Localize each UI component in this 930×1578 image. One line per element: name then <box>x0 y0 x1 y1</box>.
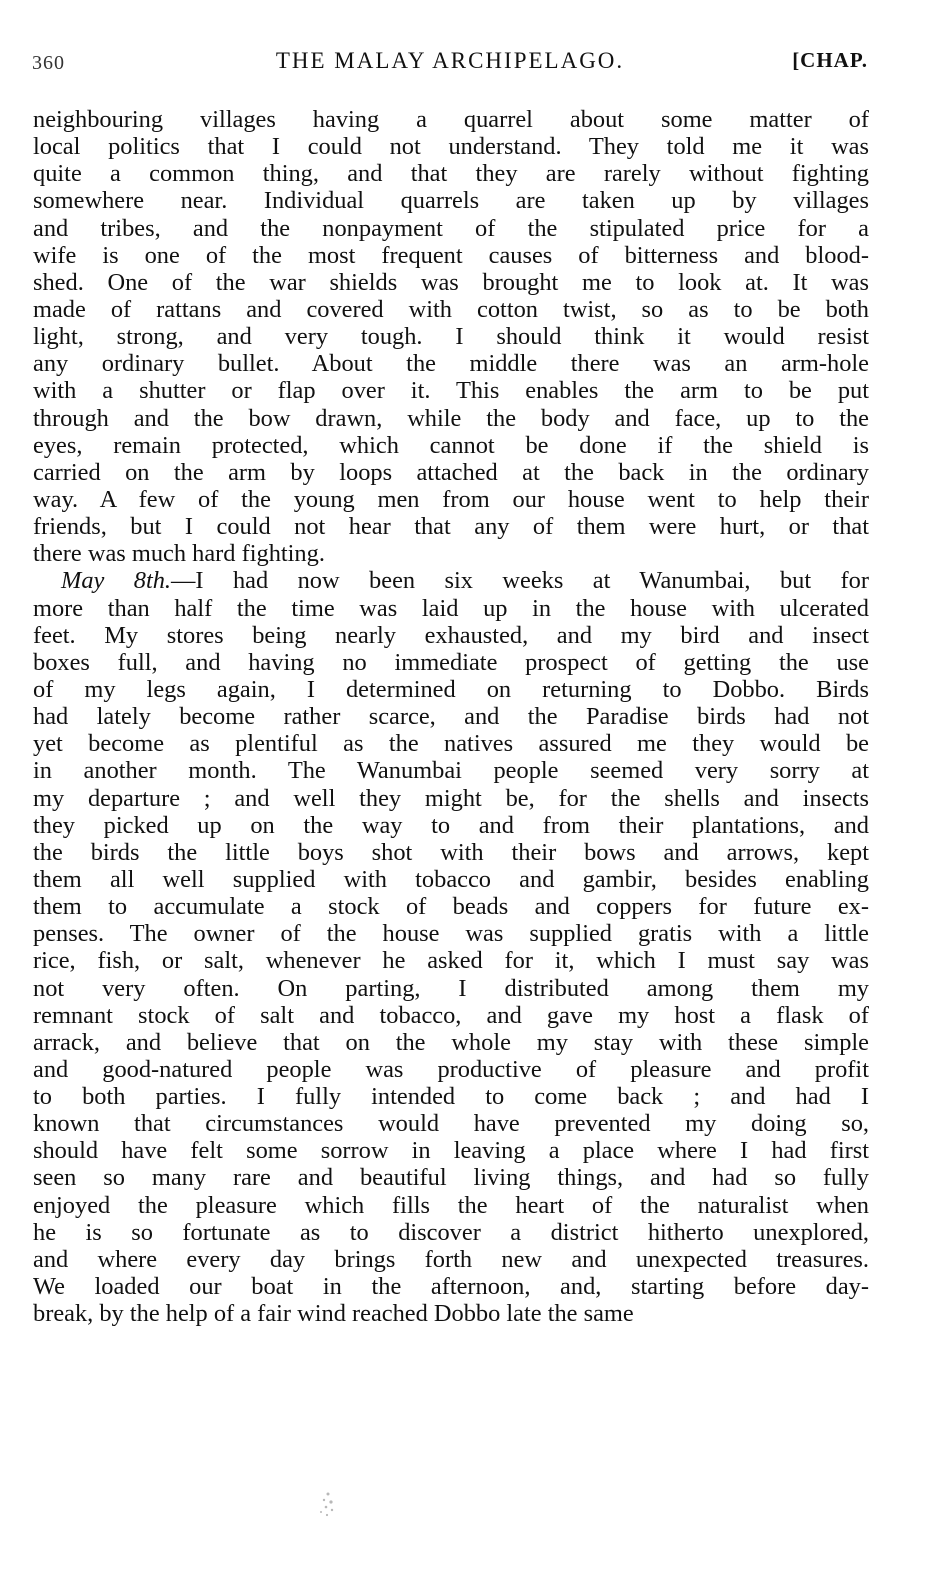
text-line: enjoyed the pleasure which fills the heart of the naturalist when <box>33 1191 869 1219</box>
text-line: We loaded our boat in the afternoon, and, starting before day- <box>33 1273 869 1301</box>
text-line: and good-natured people was productive of pleasure and profit <box>33 1055 869 1083</box>
text-line: known that circumstances would have prevented my doing so, <box>33 1110 869 1138</box>
text-line: carried on the arm by loops attached at the back in the ordinary <box>33 458 869 486</box>
chapter-mark: [CHAP. <box>792 48 868 72</box>
text-line: remnant stock of salt and tobacco, and gave my host a flask of <box>33 1001 869 1029</box>
date-line-text: —I had now been six weeks at Wanumbai, but for <box>171 567 869 595</box>
text-line: they picked up on the way to and from their plantations, and <box>33 811 869 839</box>
text-line: break, by the help of a fair wind reached Dobbo late the same <box>33 1300 634 1328</box>
text-line: any ordinary bullet. About the middle there was an arm-hole <box>33 350 869 378</box>
page-number: 360 <box>32 52 65 74</box>
text-line: yet become as plentiful as the natives assured me they would be <box>33 730 869 758</box>
text-line: in another month. The Wanumbai people seemed very sorry at <box>33 757 869 785</box>
text-line: the birds the little boys shot with their bows and arrows, kept <box>33 838 869 866</box>
text-line: he is so fortunate as to discover a district hitherto unexplored, <box>33 1218 869 1246</box>
text-line: to both parties. I fully intended to come back ; and had I <box>33 1083 869 1111</box>
dated-paragraph-first-line <box>33 567 869 594</box>
text-line: made of rattans and covered with cotton twist, so as to be both <box>33 295 869 323</box>
text-line: there was much hard fighting. <box>33 540 325 568</box>
text-line: neighbouring villages having a quarrel about some matter of <box>33 106 869 133</box>
body-text <box>33 106 869 1327</box>
text-line: with a shutter or flap over it. This enables the arm to be put <box>33 377 869 405</box>
text-line: should have felt some sorrow in leaving a place where I had first <box>33 1137 869 1165</box>
text-line: and where every day brings forth new and unexpected treasures. <box>33 1245 869 1273</box>
text-line: quite a common thing, and that they are rarely without fighting <box>33 160 869 188</box>
text-line: had lately become rather scarce, and the Paradise birds had not <box>33 703 869 731</box>
text-line: eyes, remain protected, which cannot be done if the shield is <box>33 431 869 459</box>
text-line: boxes full, and having no immediate prospect of getting the use <box>33 648 869 676</box>
date-label: May 8th. <box>61 567 172 595</box>
text-line: not very often. On parting, I distributed among them my <box>33 974 869 1002</box>
text-line: wife is one of the most frequent causes of bitterness and blood- <box>33 241 869 269</box>
text-line: more than half the time was laid up in the house with ulcerated <box>33 594 869 622</box>
text-line: and tribes, and the nonpayment of the stipulated price for a <box>33 214 869 242</box>
text-line: somewhere near. Individual quarrels are taken up by villages <box>33 187 869 215</box>
text-line: light, strong, and very tough. I should think it would resist <box>33 323 869 351</box>
text-line: feet. My stores being nearly exhausted, and my bird and insect <box>33 621 869 649</box>
text-line: friends, but I could not hear that any of them were hurt, or that <box>33 513 869 541</box>
page-header <box>32 42 868 82</box>
text-line: way. A few of the young men from our house went to help their <box>33 485 869 513</box>
text-line: rice, fish, or salt, whenever he asked for it, which I must say was <box>33 947 869 975</box>
text-line: them to accumulate a stock of beads and coppers for future ex- <box>33 893 869 921</box>
text-line: penses. The owner of the house was supplied gratis with a little <box>33 920 869 948</box>
text-line: of my legs again, I determined on returning to Dobbo. Birds <box>33 675 869 703</box>
print-speck-mark <box>312 1488 342 1522</box>
text-line: shed. One of the war shields was brought me to look at. It was <box>33 268 869 296</box>
text-line: local politics that I could not understand. They told me it was <box>33 133 869 161</box>
text-line: through and the bow drawn, while the body and face, up to the <box>33 404 869 432</box>
text-line: them all well supplied with tobacco and gambir, besides enabling <box>33 865 869 893</box>
text-line: seen so many rare and beautiful living things, and had so fully <box>33 1164 869 1192</box>
running-title: THE MALAY ARCHIPELAGO. <box>275 48 625 73</box>
text-line: arrack, and believe that on the whole my stay with these simple <box>33 1028 869 1056</box>
text-line: my departure ; and well they might be, for the shells and insects <box>33 784 869 812</box>
